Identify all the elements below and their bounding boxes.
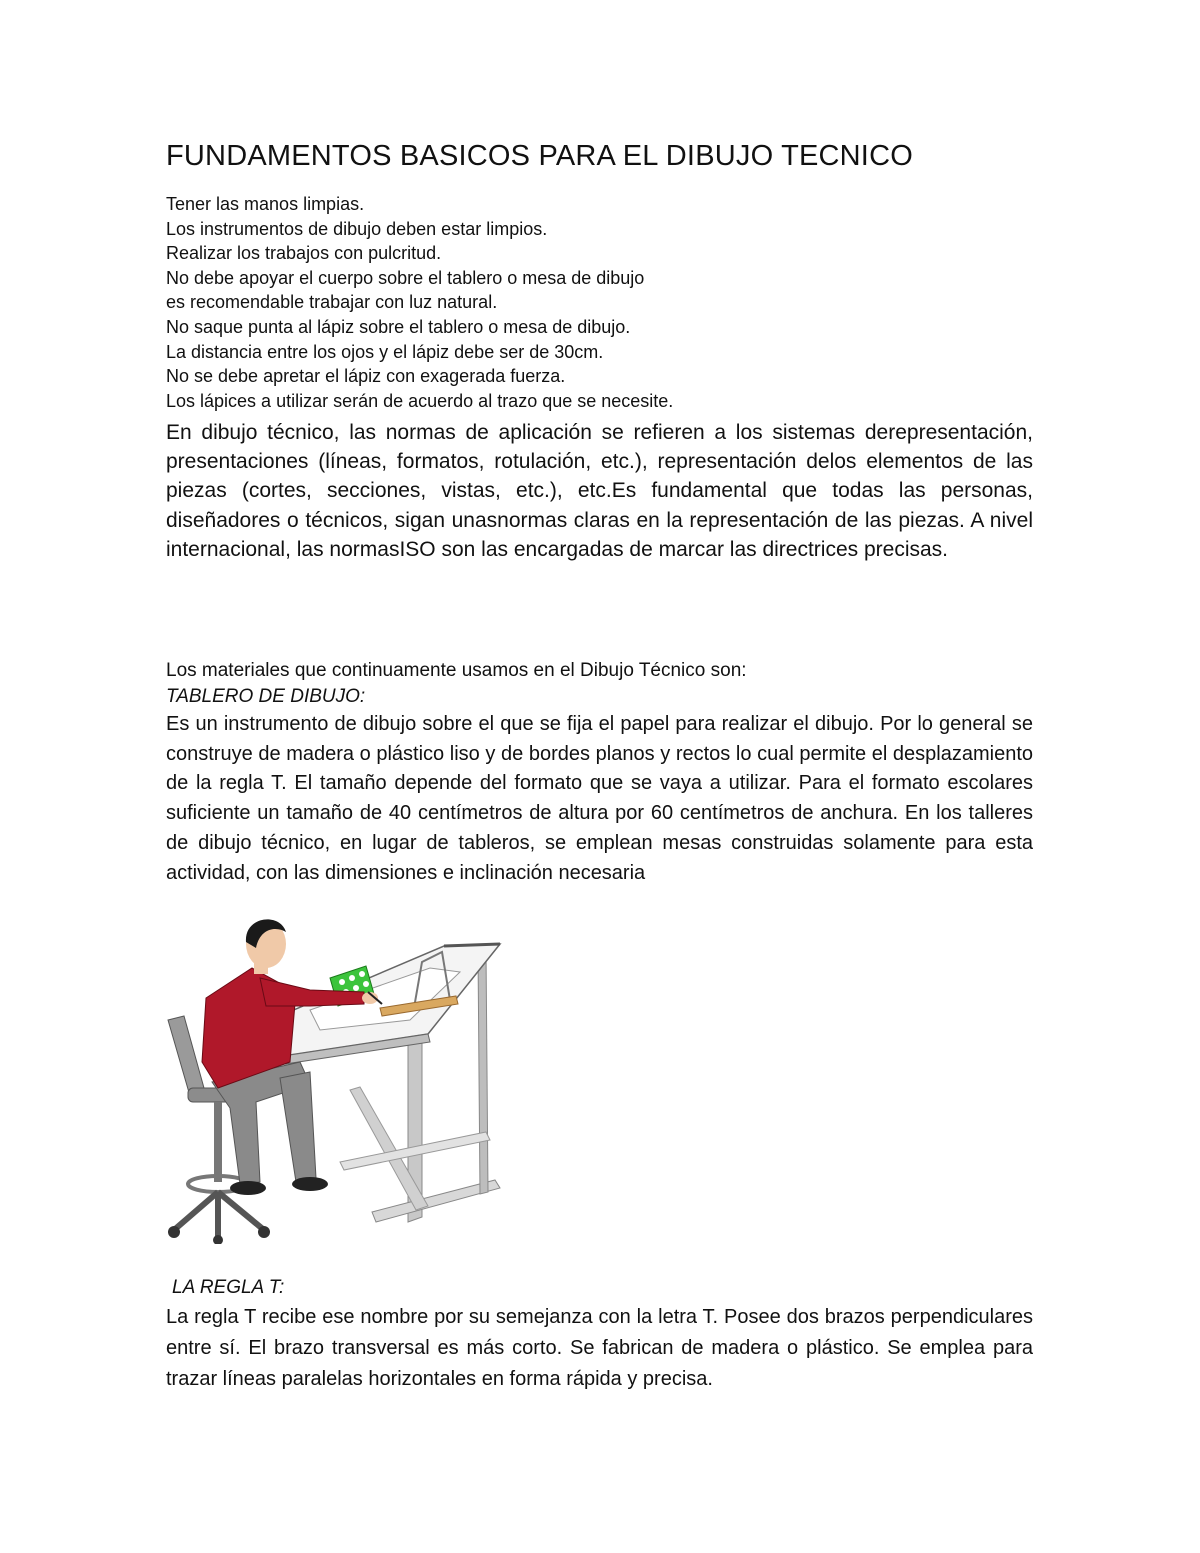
rule-item: No saque punta al lápiz sobre el tablero o mesa de dibujo. [166,316,631,337]
rule-item: No se debe apretar el lápiz con exagerada fuerza. [166,366,566,387]
norms-paragraph: En dibujo técnico, las normas de aplicación se refieren a los sistemas derepresentación, presentaciones (líneas, formatos, rotulación, etc.), representación delos elementos de las piezas (cortes, secciones, vistas, etc.), etc.Es fundamental que todas las personas, diseñadores o técnicos, sigan unasnormas claras en la representación de las piezas. A nivel internacional, las normasISO son las encargadas de marcar las directrices precisas. [166,421,1033,561]
rule-item: es recomendable trabajar con luz natural. [166,292,498,313]
section-text-tablero: Es un instrumento de dibujo sobre el que se fija el papel para realizar el dibujo. Por lo general se construye de madera o plástico liso y de bordes planos y rectos lo cual permite el desplazamiento de la regla T. El tamaño depende del formato que se vaya a utilizar. Para el formato escolares suficiente un tamaño de 40 centímetros de altura por 60 centímetros de anchura. En los talleres de dibujo técnico, en lugar de tableros, se emplean mesas construidas solamente para esta actividad, con las dimensiones e inclinación necesaria [166,713,1033,884]
section-text-regla-t: La regla T recibe ese nombre por su semejanza con la letra T. Posee dos brazos perpendiculares entre sí. El brazo transversal es más corto. Se fabrican de madera o plástico. Se emplea para trazar líneas paralelas horizontales en forma rápida y precisa. [166,1306,1033,1390]
rule-item: Tener las manos limpias. [166,194,365,214]
rule-item: No debe apoyar el cuerpo sobre el tablero o mesa de dibujo [166,267,645,288]
materials-intro: Los materiales que continuamente usamos en el Dibujo Técnico son: [166,660,747,681]
rule-item: Los instrumentos de dibujo deben estar limpios. [166,218,548,239]
rule-item: Realizar los trabajos con pulcritud. [166,243,442,264]
rules-list [166,192,673,413]
section-heading-regla-t: LA REGLA T: [172,1277,285,1298]
rule-item: La distancia entre los ojos y el lápiz debe ser de 30cm. [166,341,604,362]
rule-item: Los lápices a utilizar serán de acuerdo al trazo que se necesite. [166,390,674,411]
document-title: FUNDAMENTOS BASICOS PARA EL DIBUJO TECNICO [166,140,913,172]
section-heading-tablero: TABLERO DE DIBUJO: [166,686,366,707]
drafting-table-illustration-icon [160,912,506,1244]
